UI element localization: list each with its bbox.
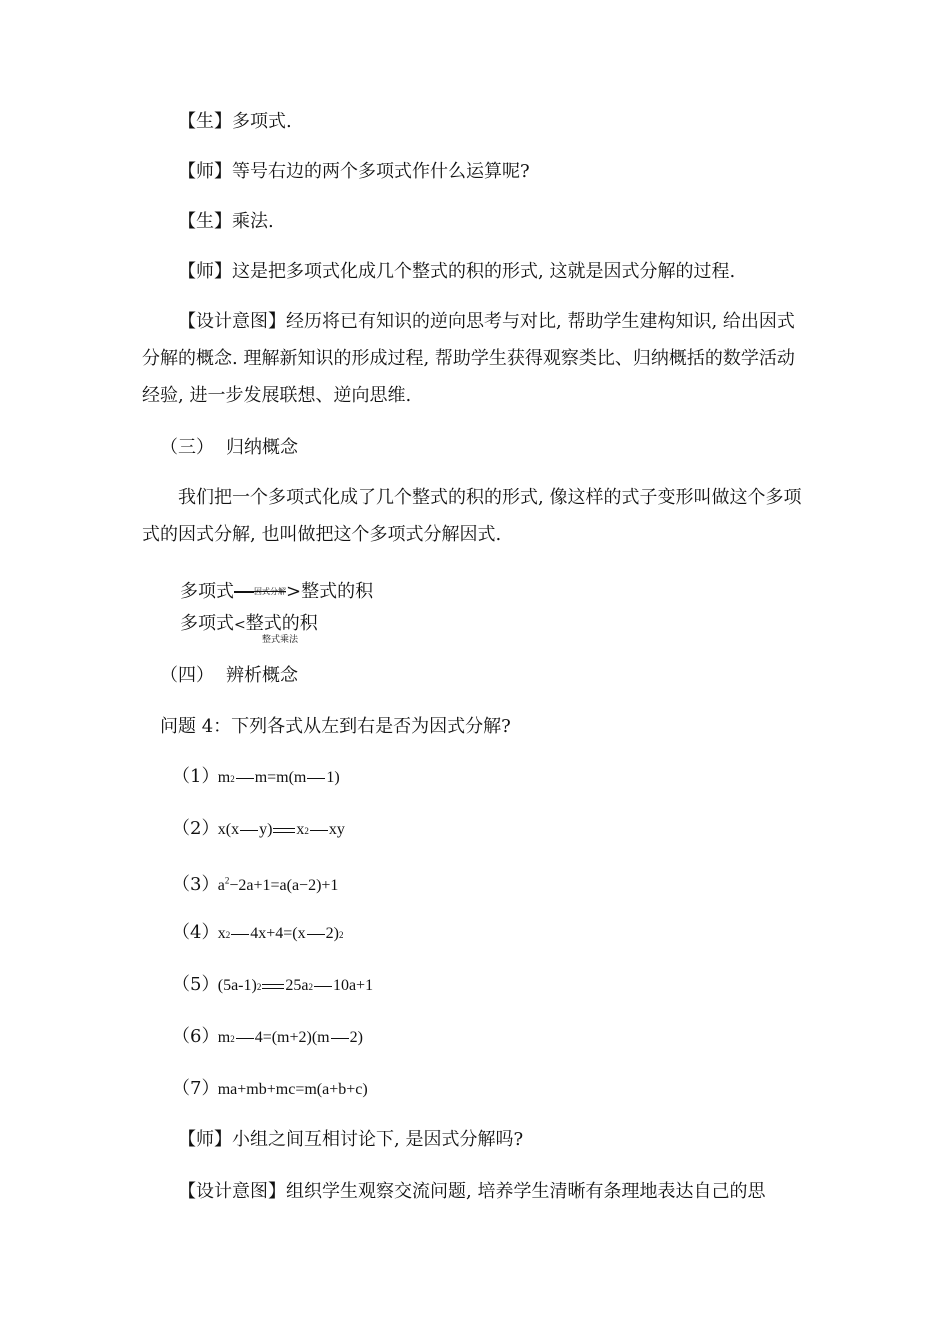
arrow-label-factorization: 因式分解 — [254, 587, 286, 596]
dialogue-text: 这是把多项式化成几个整式的积的形式, 这就是因式分解的过程. — [232, 261, 736, 282]
speaker-label: 【师】 — [178, 161, 232, 182]
item-number: （4） — [172, 922, 220, 943]
diagram-left-term: 多项式 — [180, 581, 234, 602]
diagram-right-term: 整式的积 — [245, 613, 318, 634]
exercise-item-7 — [172, 1077, 368, 1102]
diagram-right-term: 整式的积 — [301, 581, 374, 602]
dialogue-text: 乘法. — [232, 211, 274, 232]
dialogue-text: 小组之间互相讨论下, 是因式分解吗? — [232, 1129, 524, 1150]
speaker-label: 【生】 — [178, 111, 232, 132]
speaker-label: 【生】 — [178, 211, 232, 232]
dialogue-line-2 — [178, 160, 530, 184]
item-number: （6） — [172, 1026, 220, 1047]
item-expression: (5a-1)2 25a2 10a+1 — [217, 977, 374, 994]
definition-paragraph: 我们把一个多项式化成了几个整式的积的形式, 像这样的式子变形叫做这个多项式的因式分解, 也叫做把这个多项式分解因式. — [142, 487, 802, 545]
exercise-item-1 — [172, 765, 340, 791]
exercise-item-3 — [172, 869, 338, 898]
item-number: （3） — [172, 874, 220, 896]
dialogue-line-3 — [178, 210, 274, 234]
exercise-item-2 — [172, 817, 345, 843]
dialogue-text: 多项式. — [232, 111, 292, 132]
design-intent-paragraph-2: 【设计意图】组织学生观察交流问题, 培养学生清晰有条理地表达自己的思 — [178, 1181, 766, 1202]
section-heading-3 — [160, 436, 298, 460]
question-4: 问题 4：下列各式从左到右是否为因式分解? — [160, 716, 511, 737]
item-expression: $a^2-2a+1=a(a-2)+1$ — [217, 876, 339, 895]
section-number: （三） — [160, 437, 214, 458]
section-title: 辨析概念 — [226, 665, 298, 686]
arrow-line — [234, 591, 254, 593]
arrow-label-multiplication: 整式乘法 — [262, 635, 299, 645]
dialogue-text: 等号右边的两个多项式作什么运算呢? — [232, 161, 530, 182]
dialogue-line-4 — [178, 260, 735, 284]
item-expression: m2 4=(m+2)(m 2) — [217, 1029, 363, 1046]
diagram-left-term: 多项式 — [180, 613, 234, 634]
item-expression: x(x y) x2 xy — [217, 821, 345, 838]
arrow-head-icon: > — [286, 581, 302, 602]
exercise-item-5 — [172, 973, 373, 999]
speaker-label: 【师】 — [178, 1129, 232, 1150]
item-expression: ma+mb+mc=m(a+b+c) — [217, 1081, 368, 1098]
item-number: （1） — [172, 766, 220, 787]
design-intent-paragraph-1: 【设计意图】经历将已有知识的逆向思考与对比, 帮助学生建构知识, 给出因式分解的概念. 理解新知识的形成过程, 帮助学生获得观察类比、归纳概括的数学活动经验, 进一步发展联想、逆向思维. — [142, 311, 795, 406]
item-number: （7） — [172, 1078, 220, 1099]
factorization-diagram-line-1 — [180, 580, 373, 604]
item-number: （2） — [172, 818, 220, 839]
dialogue-line-1 — [178, 110, 292, 134]
section-heading-4 — [160, 664, 298, 688]
section-title: 归纳概念 — [226, 437, 298, 458]
section-number: （四） — [160, 665, 214, 686]
item-number: （5） — [172, 974, 220, 995]
item-expression: x2 4x+4=(x 2)2 — [217, 925, 344, 942]
arrow-symbol: < — [234, 617, 246, 633]
speaker-label: 【师】 — [178, 261, 232, 282]
exercise-item-6 — [172, 1025, 363, 1051]
exercise-item-4 — [172, 921, 343, 947]
dialogue-line-5 — [178, 1128, 523, 1152]
item-expression: m2 m=m(m 1) — [217, 769, 340, 786]
